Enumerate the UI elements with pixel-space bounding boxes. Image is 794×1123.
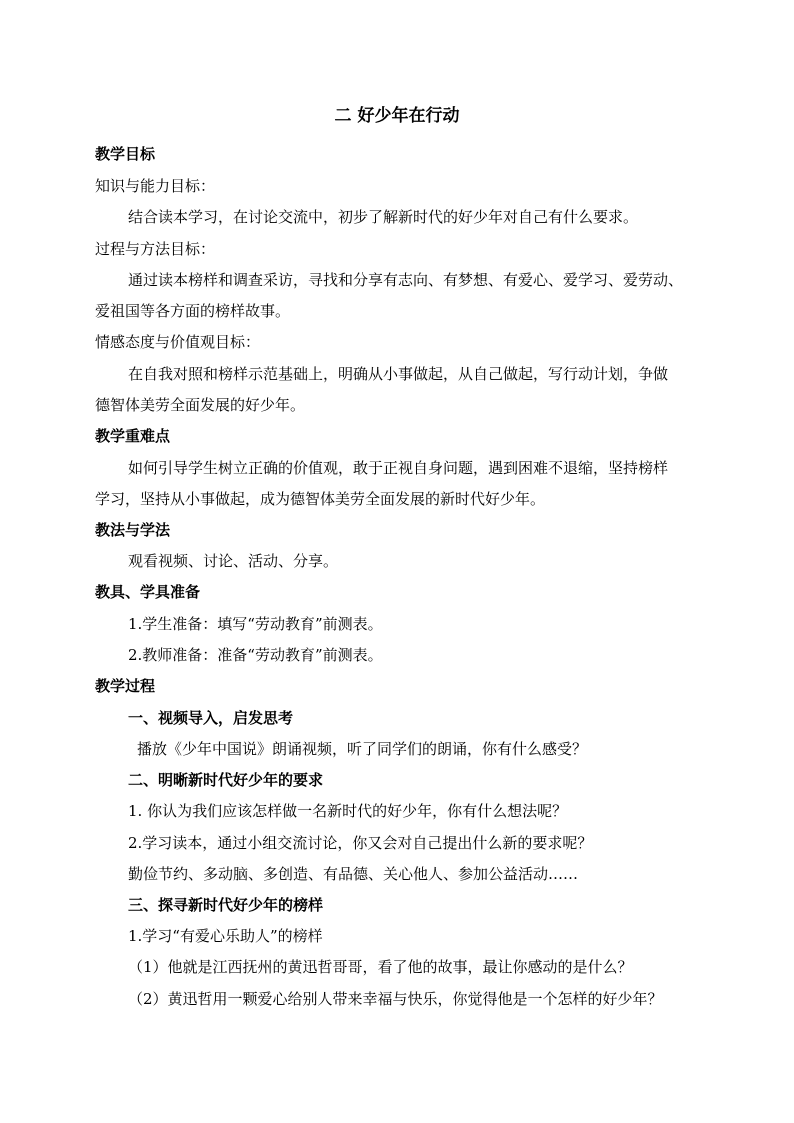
section-3-heading: 三、探寻新时代好少年的榜样 <box>128 896 324 914</box>
materials-item-1: 1.学生准备：填写“劳动教育”前测表。 <box>128 615 383 633</box>
section-2-item-1: 1. 你认为我们应该怎样做一名新时代的好少年，你有什么想法呢？ <box>128 802 568 820</box>
section-1-text: 播放《少年中国说》朗诵视频，听了同学们的朗诵，你有什么感受？ <box>137 740 588 758</box>
process-text-line-1: 通过读本榜样和调查采访，寻找和分享有志向、有梦想、有爱心、爱学习、爱劳动、 <box>128 271 684 289</box>
section-3-sub-1: （1）他就是江西抚州的黄迅哲哥哥，看了他的故事，最让你感动的是什么？ <box>128 958 633 976</box>
page-title: 二 好少年在行动 <box>334 106 460 126</box>
key-points-heading: 教学重难点 <box>95 427 171 445</box>
emotion-label: 情感态度与价值观目标： <box>95 333 261 351</box>
key-points-text-line-1: 如何引导学生树立正确的价值观，敢于正视自身问题，遇到困难不退缩，坚持榜样 <box>128 459 669 477</box>
objectives-heading: 教学目标 <box>95 145 156 163</box>
methods-text: 观看视频、讨论、活动、分享。 <box>128 552 339 570</box>
process-heading: 教学过程 <box>95 677 156 695</box>
section-3-item-1: 1.学习“有爱心乐助人”的榜样 <box>128 927 323 945</box>
knowledge-label: 知识与能力目标： <box>95 177 216 195</box>
knowledge-text: 结合读本学习，在讨论交流中，初步了解新时代的好少年对自己有什么要求。 <box>128 208 639 226</box>
emotion-text-line-2: 德智体美劳全面发展的好少年。 <box>95 396 306 414</box>
section-2-item-2: 2.学习读本，通过小组交流讨论，你又会对自己提出什么新的要求呢？ <box>128 834 593 852</box>
emotion-text-line-1: 在自我对照和榜样示范基础上，明确从小事做起，从自己做起，写行动计划，争做 <box>128 365 669 383</box>
methods-heading: 教法与学法 <box>95 521 171 539</box>
materials-heading: 教具、学具准备 <box>95 583 201 601</box>
section-1-heading: 一、视频导入，启发思考 <box>128 709 294 727</box>
process-label: 过程与方法目标： <box>95 240 216 258</box>
process-text-line-2: 爱祖国等各方面的榜样故事。 <box>95 302 291 320</box>
section-2-heading: 二、明晰新时代好少年的要求 <box>128 771 324 789</box>
section-2-text: 勤俭节约、多动脑、多创造、有品德、关心他人、参加公益活动…… <box>128 865 579 883</box>
materials-item-2: 2.教师准备：准备“劳动教育”前测表。 <box>128 646 383 664</box>
key-points-text-line-2: 学习，坚持从小事做起，成为德智体美劳全面发展的新时代好少年。 <box>95 490 546 508</box>
section-3-sub-2: （2）黄迅哲用一颗爱心给别人带来幸福与快乐，你觉得他是一个怎样的好少年？ <box>128 990 663 1008</box>
